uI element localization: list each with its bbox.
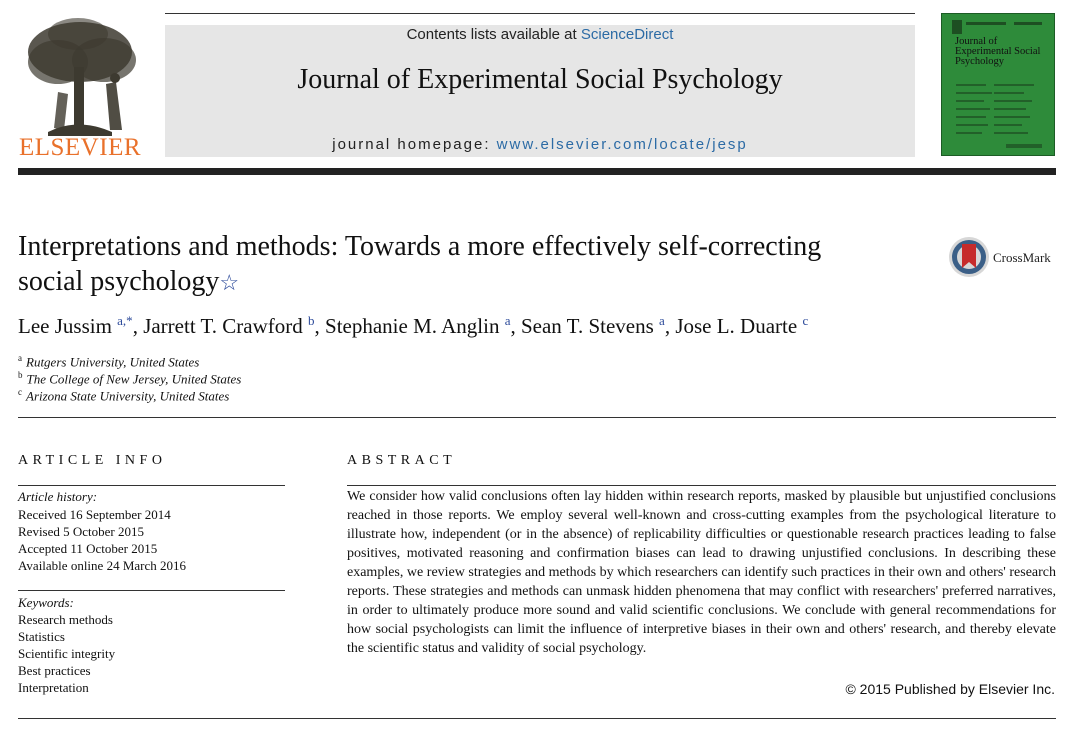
article-title-line1: Interpretations and methods: Towards a more effectively self-correcting <box>18 231 822 262</box>
publisher-name: ELSEVIER <box>18 134 142 161</box>
abstract-rule <box>347 485 1056 486</box>
keywords-rule <box>18 590 285 591</box>
article-info-rule <box>18 485 285 486</box>
abstract-text: We consider how valid conclusions often lay hidden within research reports, masked by plausible but unjustified conclusions reached in those reports. We employ several well-known and cross-cutting examples from the psychological literature to illustrate how, independent (or in the absence) of replicability difficulties or questionable research practices leading to false positives, motivated reasoning and confirmation biases can lead to drawing unjustified conclusions. In describing these examples, we review strategies and methods by which researchers can identify such practices in their own and others' research reports. These strategies and methods can unmask hidden phenomena that may conflict with researchers' preferred narratives, in order to ultimately produce more sound and valid scientific conclusions. We conclude with general recommendations for how social psychologists can limit the influence of interpretive biases in their own and others' research, and thereby elevate the scientific status and validity of social psychology. <box>347 489 1056 656</box>
homepage-prefix: journal homepage: <box>332 136 497 153</box>
journal-homepage <box>165 136 915 153</box>
author-4[interactable]: Sean T. Stevens $^a$ <box>520 313 665 338</box>
sciencedirect-link[interactable]: ScienceDirect <box>580 26 674 43</box>
contents-prefix: Contents lists available at <box>406 26 581 43</box>
history-received: Received 16 September 2014 <box>18 507 171 522</box>
keyword-item: Statistics <box>18 629 65 644</box>
contents-line <box>165 26 915 43</box>
article-info-heading: ARTICLE INFO <box>18 453 167 468</box>
cover-journal-title: Journal of Experimental Social Psychology <box>955 36 1041 67</box>
keyword-item: Best practices <box>18 663 91 678</box>
article-title <box>18 229 918 300</box>
affiliation-b: $^b$ The College of New Jersey, United States <box>18 370 242 387</box>
author-1[interactable]: Lee Jussim $^{a,*}$ <box>18 313 133 338</box>
history-revised: Revised 5 October 2015 <box>18 524 145 539</box>
history-online: Available online 24 March 2016 <box>18 558 186 573</box>
header-top-rule <box>165 13 915 14</box>
copyright-notice: © 2015 Published by Elsevier Inc. <box>845 681 1055 697</box>
journal-title: Journal of Experimental Social Psychology <box>297 64 783 95</box>
keyword-item: Interpretation <box>18 680 89 695</box>
header-bottom-rule <box>18 168 1056 175</box>
keyword-item: Scientific integrity <box>18 646 116 661</box>
author-3[interactable]: Stephanie M. Anglin $^a$ <box>325 313 511 338</box>
author-2[interactable]: Jarrett T. Crawford $^b$ <box>143 313 315 338</box>
homepage-link[interactable]: www.elsevier.com/locate/jesp <box>496 136 748 153</box>
author-list: Lee Jussim $^{a,*}$, Jarrett T. Crawford $^b$, Stephanie M. Anglin $^a$, Sean T. Stevens $^a$, Jose L. Duarte $^c$ <box>18 313 809 338</box>
article-history-label: Article history: <box>18 489 98 504</box>
author-5[interactable]: Jose L. Duarte $^c$ <box>675 313 809 338</box>
keyword-item: Research methods <box>18 612 113 627</box>
affiliation-c: $^c$ Arizona State University, United States <box>18 387 230 404</box>
article-title-line2: social psychology <box>18 266 220 297</box>
title-footnote-star[interactable]: ☆ <box>219 270 240 295</box>
crossmark-label[interactable]: CrossMark <box>993 250 1051 265</box>
abstract-heading: ABSTRACT <box>347 453 457 468</box>
title-block-rule <box>18 417 1056 418</box>
history-accepted: Accepted 11 October 2015 <box>18 541 158 556</box>
crossmark-icon[interactable] <box>948 236 990 278</box>
keywords-label: Keywords: <box>18 595 74 610</box>
journal-cover-image <box>941 13 1055 156</box>
affiliation-a: $^a$ Rutgers University, United States <box>18 353 200 370</box>
footer-rule <box>18 718 1056 719</box>
